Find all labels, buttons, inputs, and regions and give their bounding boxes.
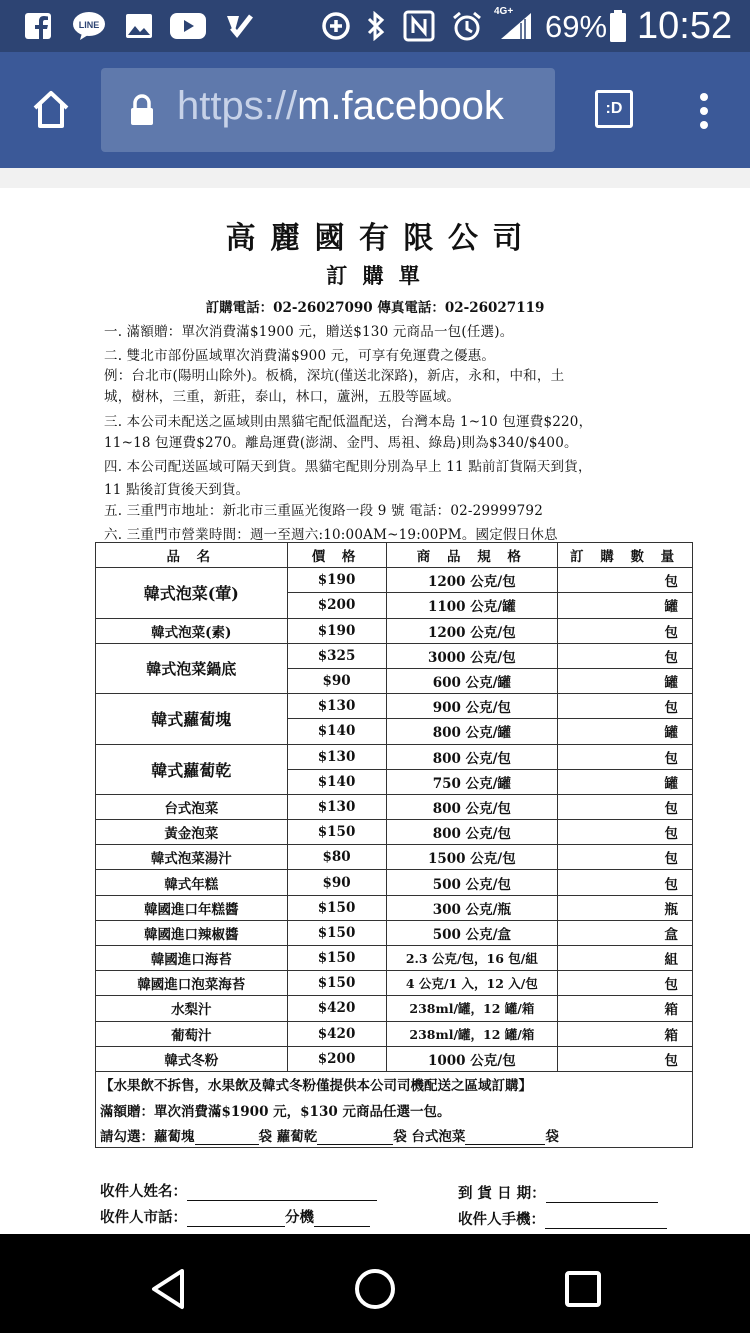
- gallery-icon: [124, 10, 154, 42]
- quantity-cell: 罐: [558, 668, 693, 693]
- table-row: [96, 895, 693, 920]
- note-line: 三. 本公司未配送之區域則由黑貓宅配低溫配送，台灣本島 1~10 包運費$220，: [104, 414, 593, 430]
- quantity-cell: 箱: [558, 1021, 693, 1046]
- receiver-name-label: 收件人姓名：: [100, 1183, 187, 1200]
- spec-cell: 1500 公克/包: [386, 845, 558, 870]
- extension-label: 分機: [285, 1209, 314, 1226]
- quantity-cell: 包: [558, 643, 693, 668]
- choose-option: 台式泡菜: [411, 1128, 466, 1145]
- arrival-date-label: 到 貨 日 期：: [458, 1185, 546, 1202]
- table-row: [96, 845, 693, 870]
- spec-cell: 750 公克/罐: [386, 769, 558, 794]
- footer-choose: [96, 1122, 693, 1148]
- product-name: 韓式蘿蔔乾: [96, 744, 288, 794]
- price-cell: $420: [287, 1021, 386, 1046]
- battery-icon: [608, 10, 628, 42]
- price-cell: $140: [287, 719, 386, 744]
- overflow-menu-icon[interactable]: [694, 88, 714, 134]
- quantity-cell: 罐: [558, 769, 693, 794]
- column-header: 訂 購 數 量: [558, 543, 693, 568]
- product-name: 韓國進口海苔: [96, 946, 288, 971]
- note-line: 四. 本公司配送區域可隔天到貨。黑貓宅配則分別為早上 11 點前訂貨隔天到貨，: [104, 459, 592, 475]
- spec-cell: 1200 公克/包: [386, 568, 558, 593]
- receiver-phone-label: 收件人市話：: [100, 1209, 187, 1226]
- note-line: 例：台北市(陽明山除外)。板橋，深坑(僅送北深路)，新店，永和，中和，土: [104, 368, 565, 384]
- spec-cell: 238ml/罐，12 罐/箱: [386, 1021, 558, 1046]
- product-name: 韓式泡菜鍋底: [96, 643, 288, 693]
- footer-gift: 滿額贈：單次消費滿$1900 元，$130 元商品任選一包。: [96, 1097, 693, 1123]
- price-cell: $420: [287, 996, 386, 1021]
- price-cell: $200: [287, 593, 386, 618]
- back-icon[interactable]: [143, 1264, 193, 1314]
- note-line: 城，樹林，三重，新莊，泰山，林口，蘆洲，五股等區域。: [104, 389, 461, 405]
- bag-unit: 袋: [258, 1128, 272, 1145]
- table-row: [96, 794, 693, 819]
- receiver-mobile-line: [458, 1208, 667, 1229]
- note-line: 二. 雙北市部份區域單次消費滿$900 元，可享有免運費之優惠。: [104, 348, 496, 364]
- note-line: 11 點後訂貨後天到貨。: [104, 482, 250, 498]
- youtube-icon: [170, 10, 206, 42]
- page-gap: [0, 168, 750, 188]
- product-name: 韓國進口泡菜海苔: [96, 971, 288, 996]
- product-name: 水梨汁: [96, 996, 288, 1021]
- price-cell: $325: [287, 643, 386, 668]
- battery-percent: 69%: [545, 9, 608, 44]
- alarm-icon: [450, 10, 484, 42]
- quantity-cell: 包: [558, 1046, 693, 1071]
- quantity-cell: 包: [558, 568, 693, 593]
- price-cell: $190: [287, 618, 386, 643]
- quantity-cell: 包: [558, 794, 693, 819]
- quantity-cell: 包: [558, 744, 693, 769]
- receiver-mobile-label: 收件人手機：: [458, 1211, 545, 1228]
- nfc-icon: [402, 10, 436, 42]
- quantity-cell: 組: [558, 946, 693, 971]
- check-icon: [224, 10, 254, 42]
- tab-count: :D: [605, 100, 623, 117]
- spec-cell: 300 公克/瓶: [386, 895, 558, 920]
- order-table: [95, 542, 693, 1148]
- table-footer-row: [96, 1122, 693, 1148]
- table-row: [96, 946, 693, 971]
- table-row: [96, 643, 693, 668]
- quantity-cell: 包: [558, 820, 693, 845]
- product-name: 台式泡菜: [96, 794, 288, 819]
- table-row: [96, 618, 693, 643]
- bag-unit: 袋: [545, 1128, 559, 1145]
- price-cell: $140: [287, 769, 386, 794]
- quantity-cell: 包: [558, 618, 693, 643]
- company-name: 高 麗 國 有 限 公 司: [225, 221, 525, 256]
- contact-line: 訂購電話：02-26027090 傳真電話：02-26027119: [205, 300, 545, 316]
- spec-cell: 800 公克/包: [386, 794, 558, 819]
- price-cell: $90: [287, 668, 386, 693]
- table-row: [96, 744, 693, 769]
- spec-cell: 4 公克/1 入，12 入/包: [386, 971, 558, 996]
- price-cell: $130: [287, 744, 386, 769]
- spec-cell: 1000 公克/包: [386, 1046, 558, 1071]
- table-row: [96, 694, 693, 719]
- data-saver-icon: [320, 10, 352, 42]
- price-cell: $150: [287, 971, 386, 996]
- receiver-phone-line: [100, 1206, 370, 1227]
- document-image: [0, 168, 750, 1234]
- quantity-cell: 盒: [558, 920, 693, 945]
- recents-icon[interactable]: [558, 1264, 608, 1314]
- table-footer-row: [96, 1097, 693, 1123]
- spec-cell: 800 公克/包: [386, 744, 558, 769]
- choose-label: 請勾選：蘿蔔塊: [100, 1128, 195, 1145]
- quantity-cell: 包: [558, 870, 693, 895]
- column-header: 品 名: [96, 543, 288, 568]
- product-name: 韓式年糕: [96, 870, 288, 895]
- product-name: 黃金泡菜: [96, 820, 288, 845]
- price-cell: $190: [287, 568, 386, 593]
- price-cell: $150: [287, 895, 386, 920]
- product-name: 葡萄汁: [96, 1021, 288, 1046]
- price-cell: $130: [287, 694, 386, 719]
- product-name: 韓式泡菜(素): [96, 618, 288, 643]
- tab-switcher-button[interactable]: [595, 90, 633, 128]
- navigation-bar: [0, 1234, 750, 1333]
- note-line: 一. 滿額贈：單次消費滿$1900 元，贈送$130 元商品一包(任選)。: [104, 324, 514, 340]
- price-cell: $200: [287, 1046, 386, 1071]
- url-host: m.facebook: [297, 84, 504, 128]
- spec-cell: 1100 公克/罐: [386, 593, 558, 618]
- status-bar: [0, 0, 750, 52]
- line-icon: [72, 10, 106, 42]
- table-row: [96, 1021, 693, 1046]
- bag-unit: 袋: [393, 1128, 407, 1145]
- form-title: 訂 購 單: [326, 263, 424, 288]
- spec-cell: 1200 公克/包: [386, 618, 558, 643]
- note-line: 六. 三重門市營業時間：週一至週六:10:00AM~19:00PM。國定假日休息: [104, 527, 558, 543]
- facebook-icon: [24, 10, 52, 42]
- price-cell: $150: [287, 820, 386, 845]
- browser-toolbar: [0, 52, 750, 168]
- choose-option: 蘿蔔乾: [276, 1128, 318, 1145]
- note-line: 五. 三重門市地址：新北市三重區光復路一段 9 號 電話：02-29999792: [104, 503, 543, 519]
- note-line: 11~18 包運費$270。離島運費(澎湖、金門、馬祖、綠島)則為$340/$400。: [104, 435, 578, 451]
- table-row: [96, 568, 693, 593]
- spec-cell: 800 公克/包: [386, 820, 558, 845]
- quantity-cell: 瓶: [558, 895, 693, 920]
- price-cell: $150: [287, 946, 386, 971]
- product-name: 韓式泡菜湯汁: [96, 845, 288, 870]
- spec-cell: 3000 公克/包: [386, 643, 558, 668]
- quantity-cell: 包: [558, 971, 693, 996]
- table-row: [96, 971, 693, 996]
- quantity-cell: 包: [558, 845, 693, 870]
- arrival-date-line: [458, 1182, 658, 1203]
- table-row: [96, 820, 693, 845]
- product-name: 韓國進口年糕醬: [96, 895, 288, 920]
- spec-cell: 238ml/罐，12 罐/箱: [386, 996, 558, 1021]
- table-header-row: [96, 543, 693, 568]
- spec-cell: 600 公克/罐: [386, 668, 558, 693]
- table-row: [96, 1046, 693, 1071]
- footer-note: 【水果飲不拆售，水果飲及韓式冬粉僅提供本公司司機配送之區域訂購】: [96, 1071, 693, 1097]
- svg-text:LINE: LINE: [78, 20, 100, 30]
- url-scheme: https://: [177, 84, 298, 128]
- spec-cell: 900 公克/包: [386, 694, 558, 719]
- product-name: 韓國進口辣椒醬: [96, 920, 288, 945]
- quantity-cell: 罐: [558, 719, 693, 744]
- price-cell: $90: [287, 870, 386, 895]
- product-name: 韓式蘿蔔塊: [96, 694, 288, 744]
- spec-cell: 500 公克/包: [386, 870, 558, 895]
- address-bar[interactable]: [101, 68, 555, 152]
- spec-cell: 800 公克/罐: [386, 719, 558, 744]
- price-cell: $130: [287, 794, 386, 819]
- product-name: 韓式泡菜(葷): [96, 568, 288, 618]
- table-footer-row: [96, 1071, 693, 1097]
- spec-cell: 500 公克/盒: [386, 920, 558, 945]
- spec-cell: 2.3 公克/包，16 包/組: [386, 946, 558, 971]
- url-text: [177, 84, 504, 129]
- column-header: 價 格: [287, 543, 386, 568]
- quantity-cell: 箱: [558, 996, 693, 1021]
- home-icon[interactable]: [28, 86, 74, 132]
- clock-time: 10:52: [637, 5, 733, 47]
- quantity-cell: 罐: [558, 593, 693, 618]
- quantity-cell: 包: [558, 694, 693, 719]
- table-row: [96, 870, 693, 895]
- bluetooth-icon: [364, 10, 388, 42]
- home-icon[interactable]: [350, 1264, 400, 1314]
- price-cell: $150: [287, 920, 386, 945]
- price-cell: $80: [287, 845, 386, 870]
- table-row: [96, 996, 693, 1021]
- table-row: [96, 920, 693, 945]
- product-name: 韓式冬粉: [96, 1046, 288, 1071]
- column-header: 商 品 規 格: [386, 543, 558, 568]
- network-type: 4G+: [494, 6, 514, 17]
- receiver-name-line: [100, 1180, 377, 1201]
- signal-icon: [498, 10, 534, 42]
- lock-icon: [129, 94, 155, 130]
